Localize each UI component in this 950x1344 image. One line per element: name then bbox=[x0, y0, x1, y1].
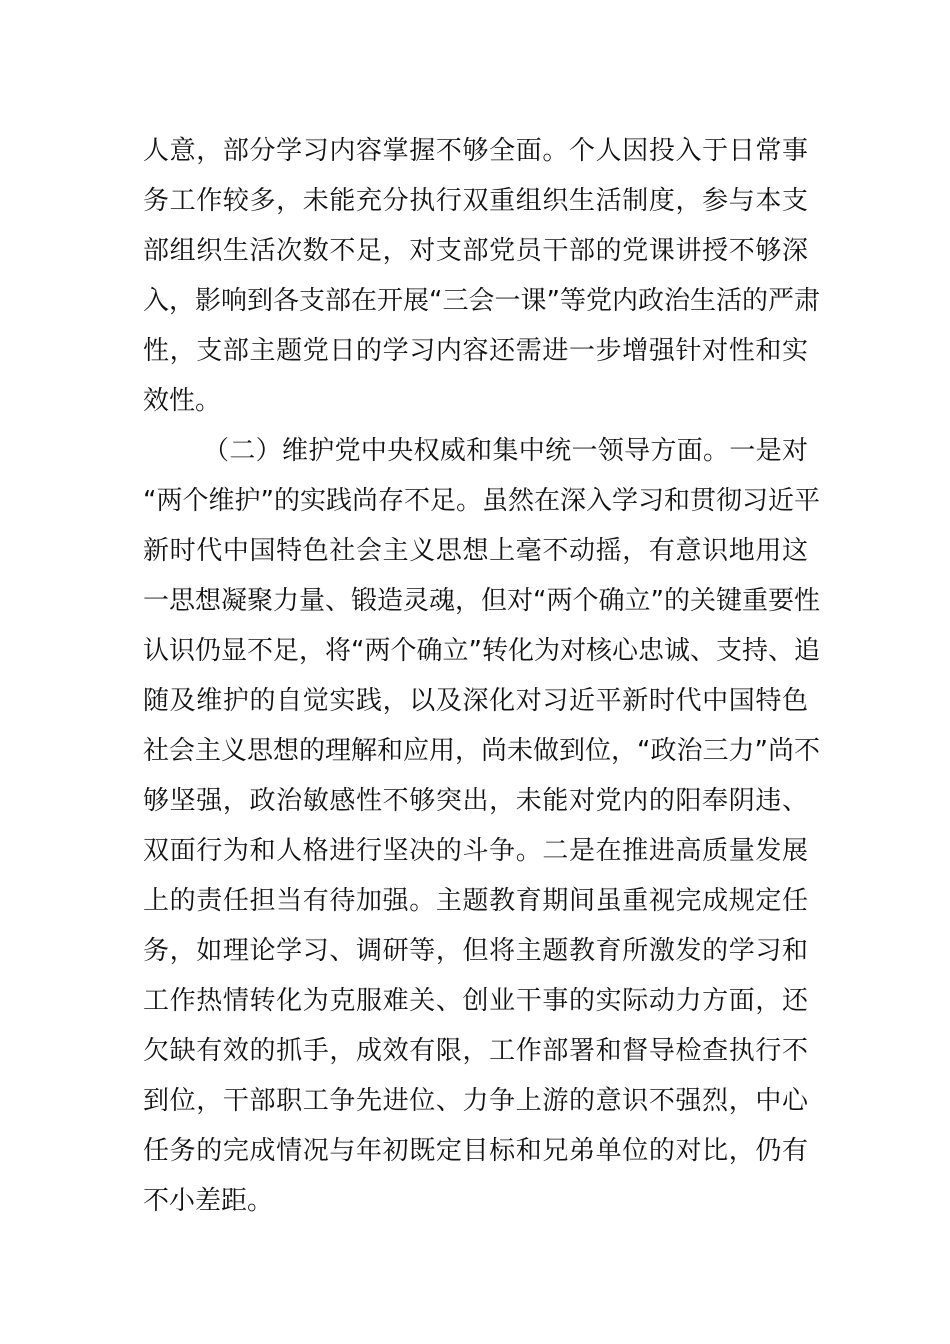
text-line: 够坚强，政治敏感性不够突出，未能对党内的阳奉阴违、 bbox=[143, 786, 808, 816]
text-line: 不小差距。 bbox=[143, 1186, 274, 1216]
text-line: 效性。 bbox=[143, 386, 222, 416]
paragraph-section-two bbox=[143, 426, 820, 1226]
text-line: （二）维护党中央权威和集中统一领导方面。一是对 bbox=[203, 436, 808, 466]
text-line: “两个维护”的实践尚存不足。虽然在深入学习和贯彻习近平 bbox=[143, 486, 820, 516]
text-line: 入，影响到各支部在开展“三会一课”等党内政治生活的严肃 bbox=[143, 286, 820, 316]
text-line: 一思想凝聚力量、锻造灵魂，但对“两个确立”的关键重要性 bbox=[143, 586, 820, 616]
document-body bbox=[143, 126, 820, 1226]
text-line: 务工作较多，未能充分执行双重组织生活制度，参与本支 bbox=[143, 186, 808, 216]
paragraph-continuation bbox=[143, 126, 820, 426]
text-line: 人意，部分学习内容掌握不够全面。个人因投入于日常事 bbox=[143, 136, 808, 166]
text-line: 务，如理论学习、调研等，但将主题教育所激发的学习和 bbox=[143, 936, 808, 966]
text-line: 上的责任担当有待加强。主题教育期间虽重视完成规定任 bbox=[143, 886, 808, 916]
text-line: 社会主义思想的理解和应用，尚未做到位，“政治三力”尚不 bbox=[143, 736, 820, 766]
text-line: 随及维护的自觉实践，以及深化对习近平新时代中国特色 bbox=[143, 686, 808, 716]
text-line: 性，支部主题党日的学习内容还需进一步增强针对性和实 bbox=[143, 336, 808, 366]
text-line: 部组织生活次数不足，对支部党员干部的党课讲授不够深 bbox=[143, 236, 808, 266]
text-line: 工作热情转化为克服难关、创业干事的实际动力方面，还 bbox=[143, 986, 808, 1016]
text-line: 到位，干部职工争先进位、力争上游的意识不强烈，中心 bbox=[143, 1086, 808, 1116]
text-line: 新时代中国特色社会主义思想上毫不动摇，有意识地用这 bbox=[143, 536, 808, 566]
text-line: 任务的完成情况与年初既定目标和兄弟单位的对比，仍有 bbox=[143, 1136, 808, 1166]
text-line: 欠缺有效的抓手，成效有限，工作部署和督导检查执行不 bbox=[143, 1036, 808, 1066]
text-line: 认识仍显不足，将“两个确立”转化为对核心忠诚、支持、追 bbox=[143, 636, 820, 666]
text-line: 双面行为和人格进行坚决的斗争。二是在推进高质量发展 bbox=[143, 836, 808, 866]
